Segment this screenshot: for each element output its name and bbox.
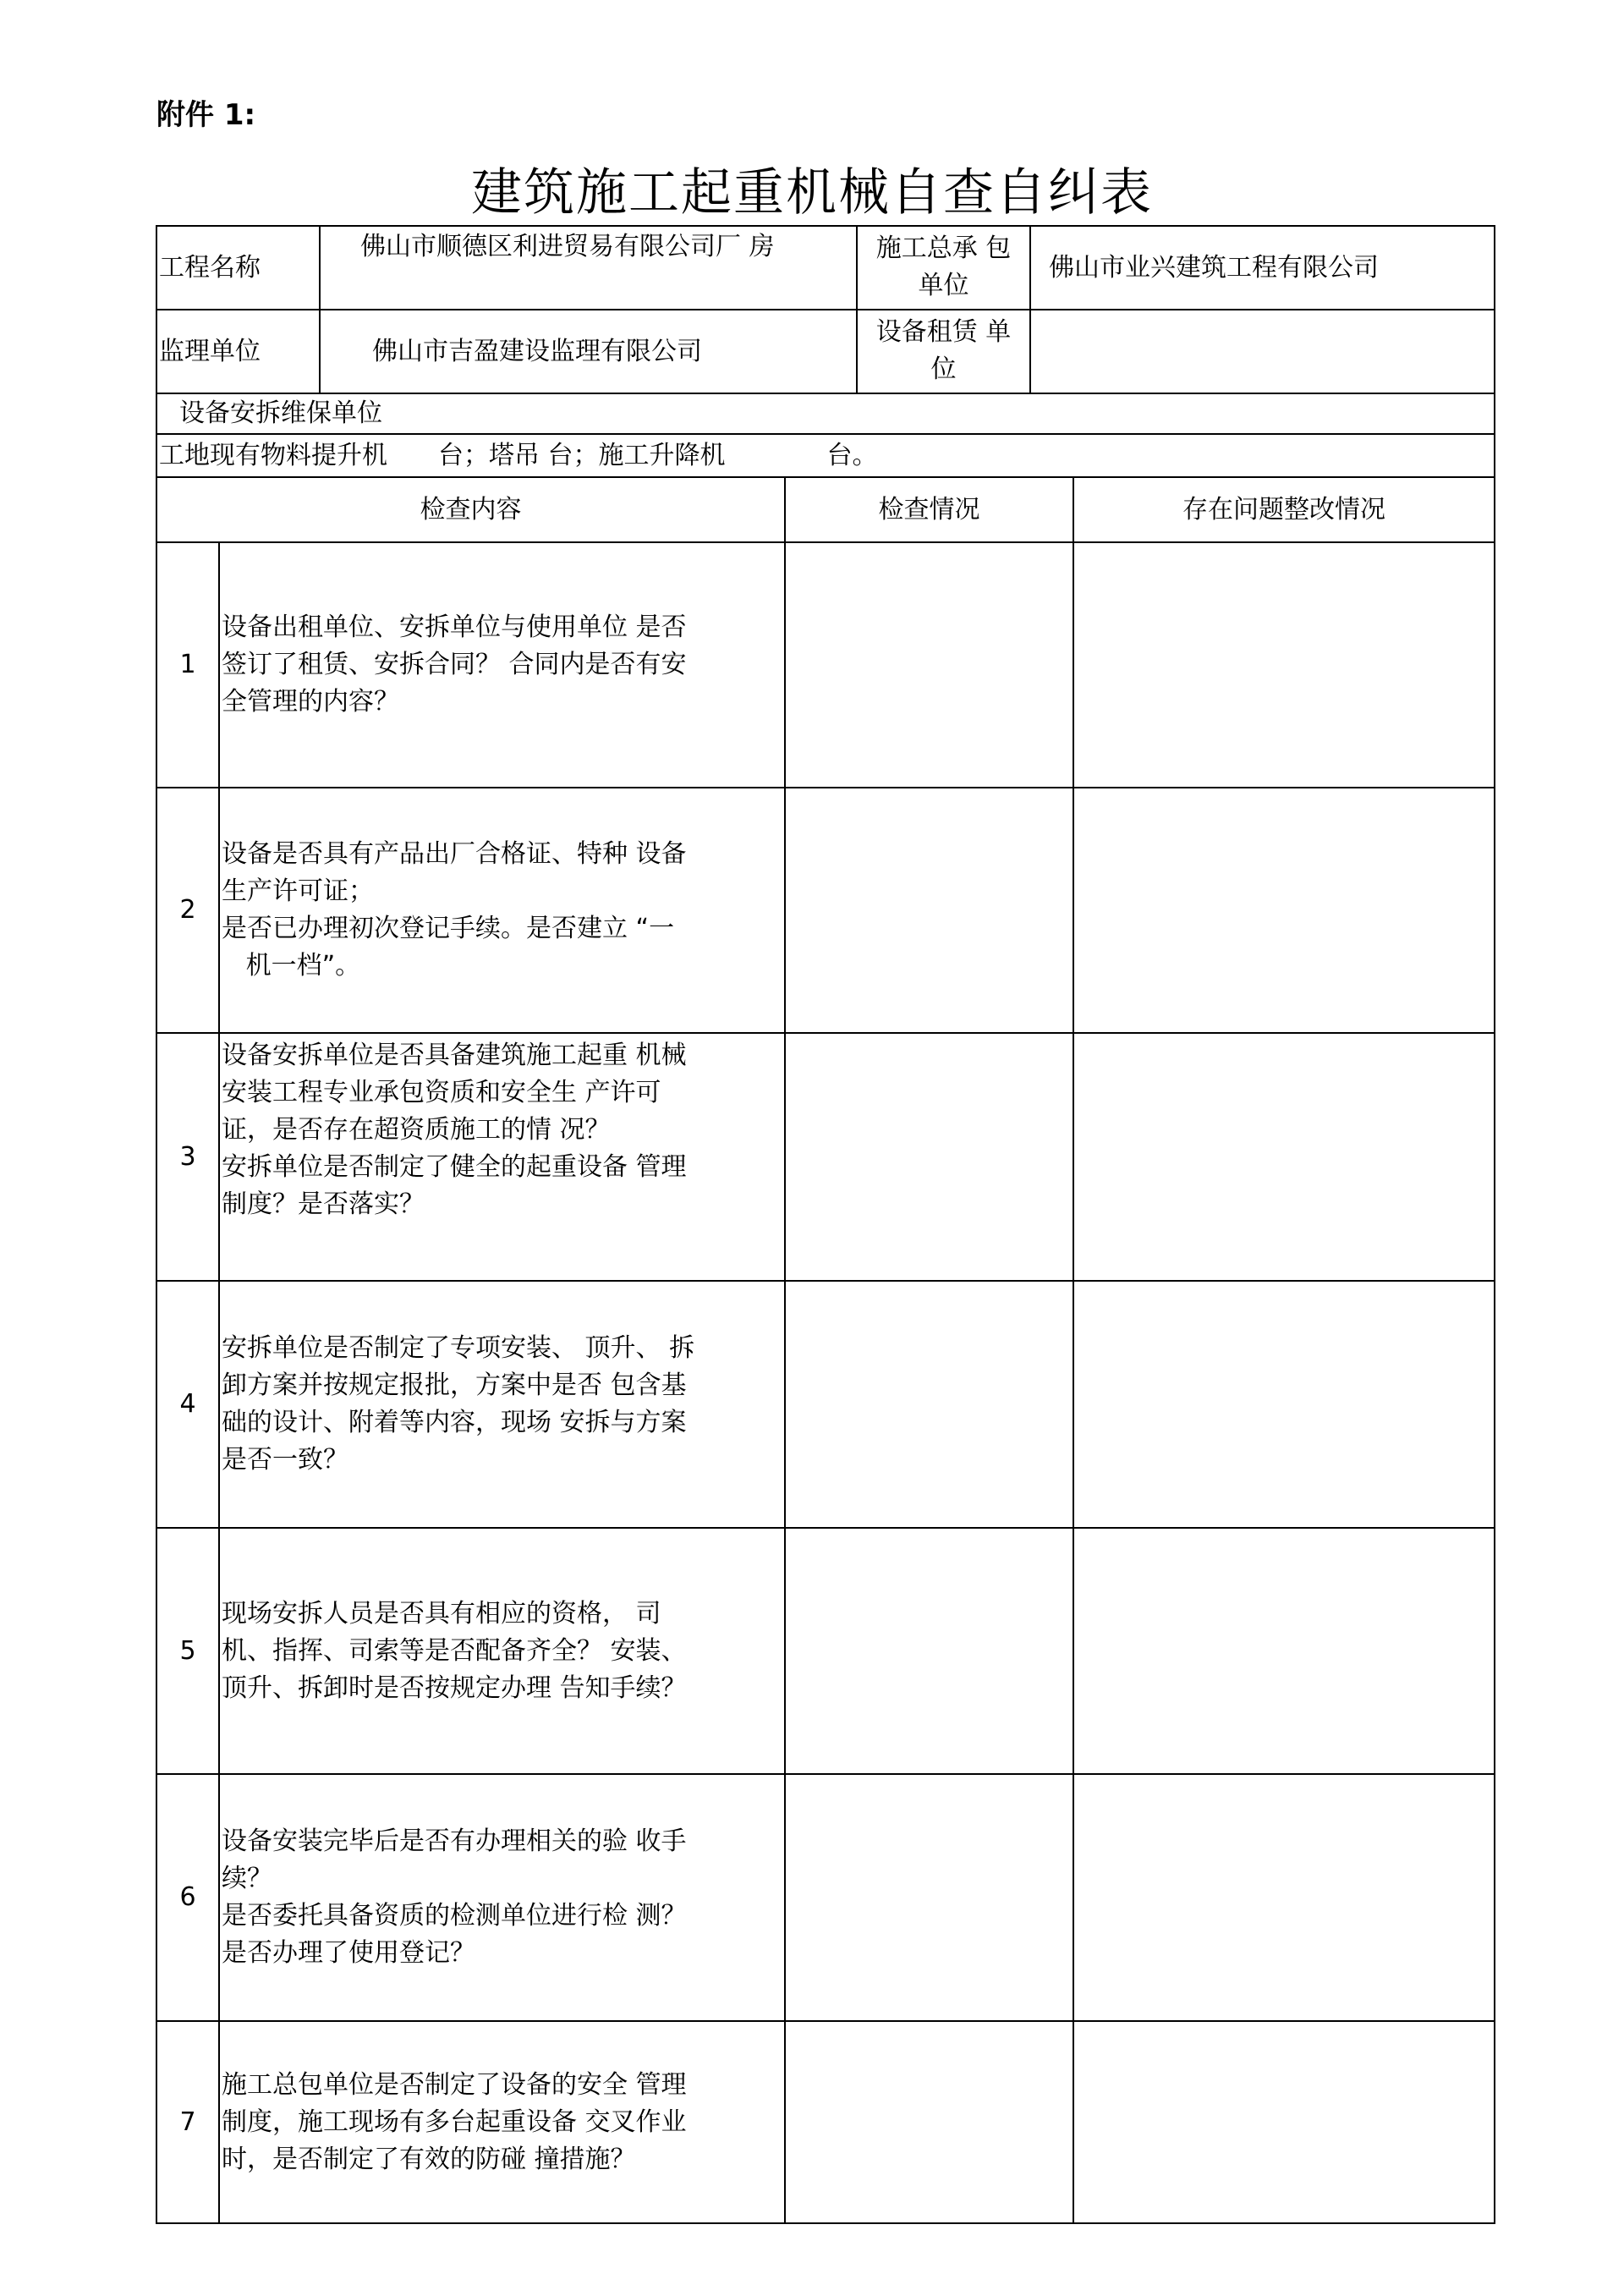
item-number: 2 [179, 895, 196, 925]
supervision-value: 佛山市吉盈建设监理有限公司 [372, 336, 702, 366]
item-line: 是否办理了使用登记？ [222, 1938, 475, 1968]
item-line: 顶升、拆卸时是否按规定办理 告知手续？ [222, 1673, 687, 1703]
table-rule [218, 541, 220, 2224]
item-line: 设备出租单位、安拆单位与使用单位 是否 [222, 612, 687, 642]
item-line: 施工总包单位是否制定了设备的安全 管理 [222, 2069, 687, 2100]
item-content [222, 543, 783, 787]
item-line: 是否已办理初次登记手续。是否建立 “一 [222, 914, 675, 943]
supervision-label: 监理单位 [159, 336, 261, 366]
item-line: 现场安拆人员是否具有相应的资格， 司 [222, 1598, 661, 1629]
column-header-content: 检查内容 [420, 494, 522, 525]
general-contractor-label [858, 228, 1029, 308]
item-line: 卸方案并按规定报批，方案中是否 包含基 [222, 1370, 687, 1400]
item-content [222, 788, 783, 1032]
rental-label-line: 位 [930, 354, 957, 384]
item-number: 5 [179, 1635, 196, 1666]
item-line: 续？ [222, 1864, 272, 1893]
item-line: 签订了租赁、安拆合同？ 合同内是否有安 [222, 650, 687, 679]
item-line: 是否一致？ [222, 1445, 348, 1475]
item-line: 设备是否具有产品出厂合格证、特种 设备 [222, 839, 687, 869]
install-unit-label: 设备安拆维保单位 [179, 398, 382, 428]
item-line: 全管理的内容？ [222, 687, 399, 717]
item-content [222, 1775, 783, 2020]
item-content [222, 1282, 783, 1527]
item-line: 制度，施工现场有多台起重设备 交叉作业 [222, 2106, 687, 2137]
item-line: 是否委托具备资质的检测单位进行检 测？ [222, 1901, 687, 1931]
table-rule [784, 476, 786, 2224]
item-content [222, 2022, 783, 2222]
table-rule [1073, 476, 1074, 2224]
general-contractor-label-line: 单位 [918, 271, 969, 300]
item-line: 机、指挥、司索等是否配备齐全？ 安装、 [222, 1635, 687, 1666]
item-number: 7 [179, 2106, 196, 2137]
table-rule [319, 225, 321, 394]
item-line: 础的设计、附着等内容，现场 安拆与方案 [222, 1408, 687, 1437]
item-number: 6 [179, 1882, 196, 1912]
item-number: 3 [179, 1141, 196, 1172]
general-contractor-value: 佛山市业兴建筑工程有限公司 [1049, 252, 1379, 283]
item-line: 安拆单位是否制定了专项安装、 顶升、 拆 [222, 1333, 695, 1363]
item-line: 设备安拆单位是否具备建筑施工起重 机械 [222, 1041, 687, 1070]
table-rule [1029, 225, 1031, 394]
item-content [222, 1034, 783, 1280]
table-rule [156, 2222, 1495, 2224]
item-content [222, 1529, 783, 1773]
rental-label [858, 312, 1029, 392]
table-rule [1494, 225, 1495, 2224]
item-number: 4 [179, 1389, 196, 1419]
item-line: 制度？是否落实？ [222, 1189, 425, 1219]
item-line: 生产许可证； [222, 876, 374, 906]
item-line: 安拆单位是否制定了健全的起重设备 管理 [222, 1152, 687, 1182]
item-number: 1 [179, 650, 196, 679]
column-header-status: 检查情况 [878, 494, 980, 525]
column-header-rectify: 存在问题整改情况 [1182, 494, 1385, 525]
item-line: 时，是否制定了有效的防碰 撞措施？ [222, 2144, 636, 2174]
rental-label-line: 设备租赁 单 [875, 317, 1012, 347]
item-line: 机一档”。 [222, 951, 361, 980]
project-name-value: 佛山市顺德区利进贸易有限公司厂 房 [360, 232, 775, 261]
item-line: 证，是否存在超资质施工的情 况？ [222, 1115, 611, 1145]
project-name-label: 工程名称 [159, 252, 261, 283]
general-contractor-label-line: 施工总承 包 [875, 233, 1012, 263]
rental-value [1049, 310, 1489, 393]
item-line: 设备安装完毕后是否有办理相关的验 收手 [222, 1826, 687, 1856]
item-line: 安装工程专业承包资质和安全生 产许可 [222, 1078, 661, 1107]
equipment-line: 工地现有物料提升机 台；塔吊 台；施工升降机 台。 [159, 440, 878, 470]
page-title: 建筑施工起重机械自查自纠表 [471, 163, 1153, 222]
attachment-label: 附件 1: [156, 98, 256, 132]
